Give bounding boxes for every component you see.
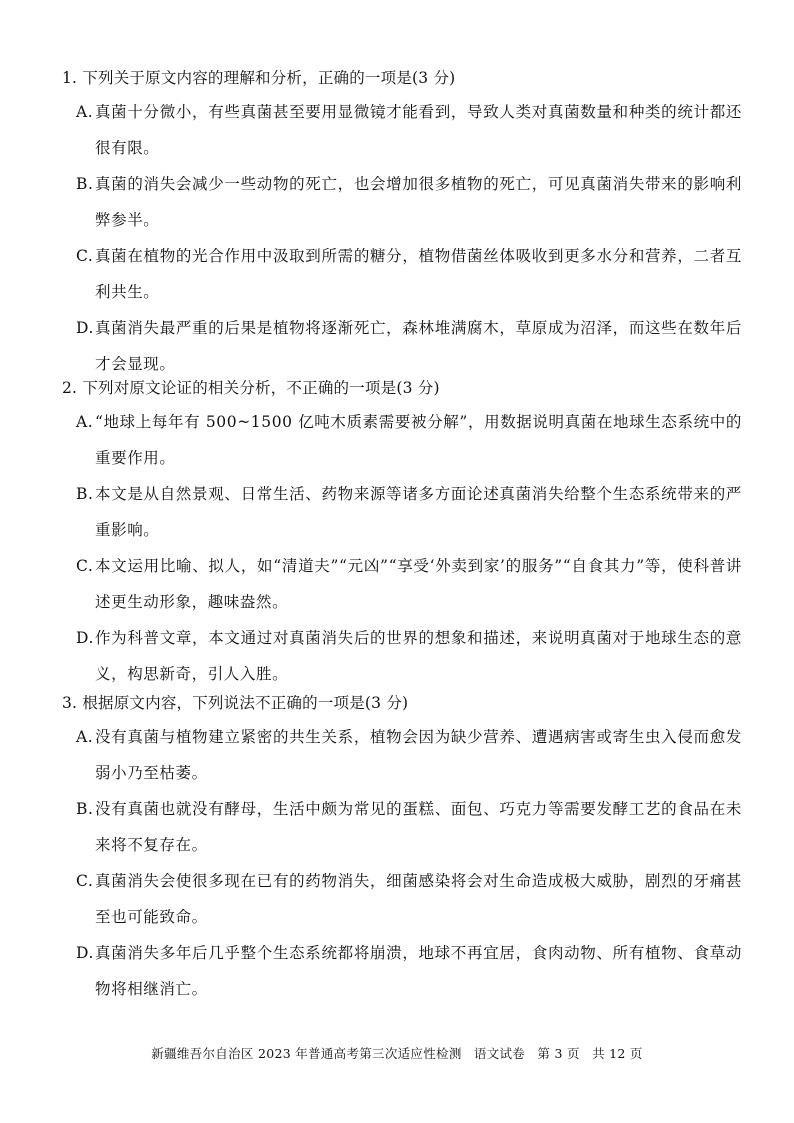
footer-total-pages: 共 12 页 bbox=[592, 1046, 643, 1061]
option-text: 本文是从自然景观、日常生活、药物来源等诸多方面论述真菌消失给整个生态系统带来的严重影响。 bbox=[95, 485, 742, 539]
option-b bbox=[76, 166, 742, 238]
option-label: C. bbox=[76, 872, 94, 890]
option-b bbox=[76, 476, 742, 548]
option-text: “地球上每年有 500~1500 亿吨木质素需要被分解”，用数据说明真菌在地球生态系统中的重要作用。 bbox=[95, 413, 742, 467]
option-label: D. bbox=[76, 629, 95, 647]
option-text: 真菌十分微小，有些真菌甚至要用显微镜才能看到，导致人类对真菌数量和种类的统计都还很有限。 bbox=[95, 103, 742, 157]
footer-page-number: 第 3 页 bbox=[537, 1046, 580, 1061]
option-text: 真菌的消失会减少一些动物的死亡，也会增加很多植物的死亡，可见真菌消失带来的影响利弊参半。 bbox=[95, 175, 742, 229]
option-text: 真菌在植物的光合作用中汲取到所需的糖分，植物借菌丝体吸收到更多水分和营养，二者互利共生。 bbox=[95, 247, 742, 301]
page-footer bbox=[0, 1044, 794, 1062]
option-a bbox=[76, 719, 742, 791]
footer-exam-title: 新疆维吾尔自治区 2023 年普通高考第三次适应性检测 bbox=[151, 1046, 462, 1061]
option-text: 真菌消失会使很多现在已有的药物消失，细菌感染将会对生命造成极大威胁，剧烈的牙痛甚至也可能致命。 bbox=[95, 872, 742, 926]
option-label: D. bbox=[76, 319, 95, 337]
option-label: D. bbox=[76, 944, 95, 962]
option-label: A. bbox=[76, 413, 94, 431]
question-stem: 3. 根据原文内容，下列说法不正确的一项是(3 分) bbox=[62, 694, 409, 712]
option-c bbox=[76, 238, 742, 310]
option-text: 本文运用比喻、拟人，如“清道夫”“元凶”“享受‘外卖到家’的服务”“自食其力”等，使科普讲述更生动形象，趣味盎然。 bbox=[95, 557, 742, 611]
option-label: A. bbox=[76, 103, 94, 121]
question-1 bbox=[62, 62, 742, 382]
question-stem: 1. 下列关于原文内容的理解和分析，正确的一项是(3 分) bbox=[62, 69, 456, 87]
option-text: 真菌消失多年后几乎整个生态系统都将崩溃，地球不再宜居，食肉动物、所有植物、食草动物将相继消亡。 bbox=[95, 944, 742, 998]
footer-subject: 语文试卷 bbox=[473, 1046, 526, 1061]
option-label: C. bbox=[76, 247, 94, 265]
option-label: B. bbox=[76, 485, 94, 503]
option-label: A. bbox=[76, 728, 94, 746]
question-stem: 2. 下列对原文论证的相关分析，不正确的一项是(3 分) bbox=[62, 379, 440, 397]
option-d bbox=[76, 620, 742, 692]
option-b bbox=[76, 791, 742, 863]
option-label: C. bbox=[76, 557, 94, 575]
option-a bbox=[76, 94, 742, 166]
question-3 bbox=[62, 687, 742, 1007]
option-label: B. bbox=[76, 175, 94, 193]
option-d bbox=[76, 935, 742, 1007]
option-text: 真菌消失最严重的后果是植物将逐渐死亡，森林堆满腐木，草原成为沼泽，而这些在数年后才会显现。 bbox=[95, 319, 742, 373]
option-text: 没有真菌与植物建立紧密的共生关系，植物会因为缺少营养、遭遇病害或寄生虫入侵而愈发弱小乃至枯萎。 bbox=[95, 728, 742, 782]
option-c bbox=[76, 863, 742, 935]
question-2 bbox=[62, 372, 742, 692]
option-text: 没有真菌也就没有酵母，生活中颇为常见的蛋糕、面包、巧克力等需要发酵工艺的食品在未来将不复存在。 bbox=[95, 800, 742, 854]
option-text: 作为科普文章，本文通过对真菌消失后的世界的想象和描述，来说明真菌对于地球生态的意义，构思新奇，引人入胜。 bbox=[95, 629, 742, 683]
option-label: B. bbox=[76, 800, 94, 818]
option-c bbox=[76, 548, 742, 620]
option-a bbox=[76, 404, 742, 476]
